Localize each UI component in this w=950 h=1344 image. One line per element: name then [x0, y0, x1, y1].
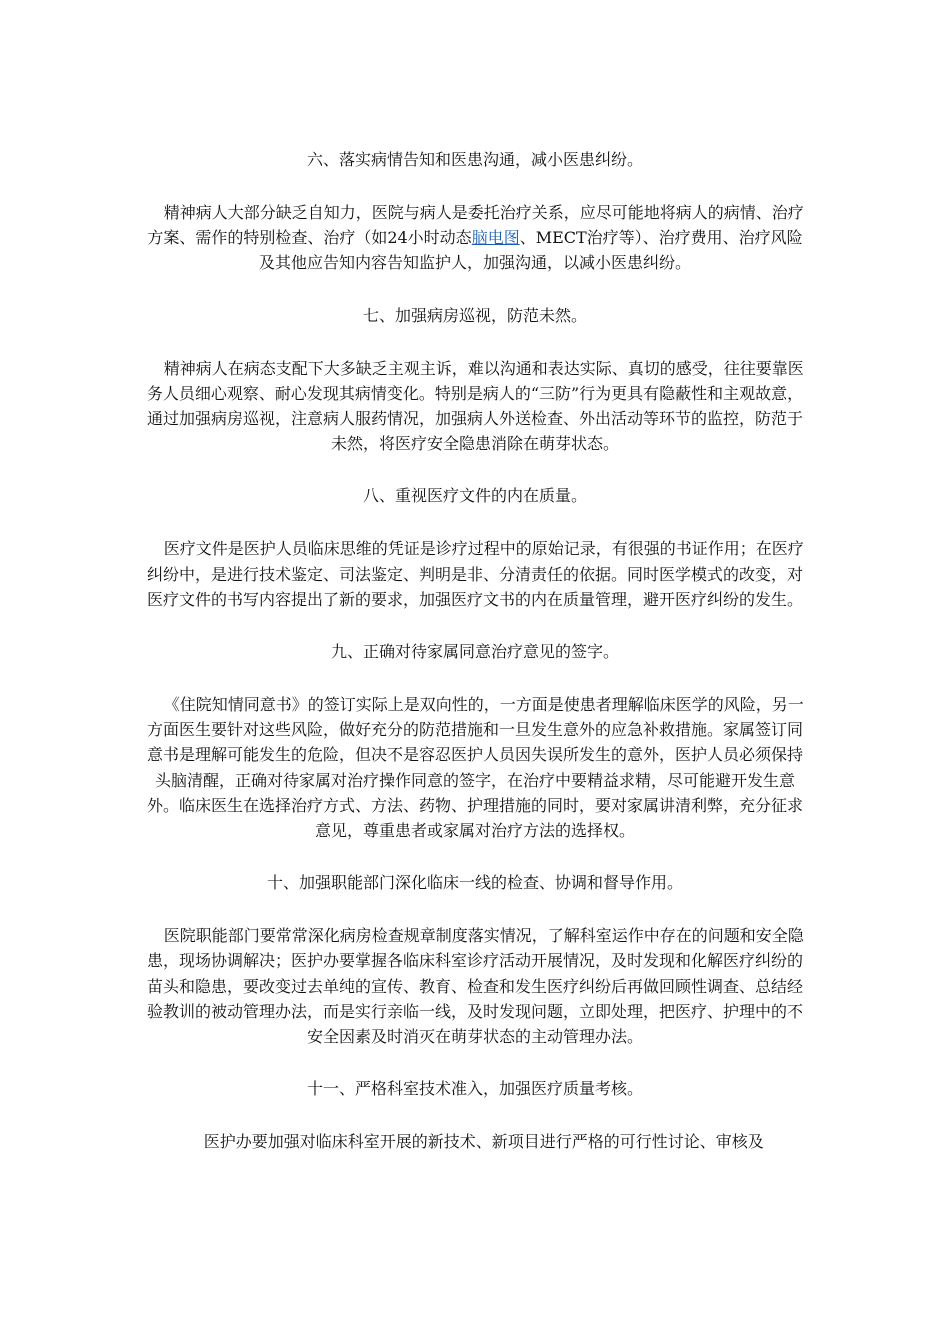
paragraph-text: 、MECT治疗等）、治疗费用、治疗风险及其他应告知内容告知监护人，加强沟通，以减小医患纠纷。	[258, 228, 803, 273]
document-body	[143, 147, 807, 1154]
section-paragraph-7: 精神病人在病态支配下大多缺乏主观主诉，难以沟通和表达实际、真切的感受，往往要靠医务人员细心观察、耐心发现其病情变化。特别是病人的“三防”行为更具有隐蔽性和主观故意，通过加强病房巡视，注意病人服药情况，加强病人外送检查、外出活动等环节的监控，防范于未然，将医疗安全隐患消除在萌芽状态。	[146, 358, 804, 454]
section-paragraph-8: 医疗文件是医护人员临床思维的凭证是诊疗过程中的原始记录，有很强的书证作用；在医疗纠纷中，是进行技术鉴定、司法鉴定、判明是非、分清责任的依据。同时医学模式的改变，对医疗文件的书写内容提出了新的要求，加强医疗文书的内在质量管理，避开医疗纠纷的发生。	[146, 539, 804, 609]
section-heading-11: 十一、严格科室技术准入，加强医疗质量考核。	[306, 1079, 643, 1099]
paragraph-text: 精神病人大部分缺乏自知力，医院与病人是委托治疗关系，应尽可能地将病人的病情、治疗方案、需作的特别检查、治疗（如24小时动态	[147, 203, 804, 248]
section-heading-7: 七、加强病房巡视，防范未然。	[362, 305, 587, 325]
section-heading-6: 六、落实病情告知和医患沟通，减小医患纠纷。	[306, 150, 643, 169]
section-paragraph-6	[143, 200, 807, 276]
section-heading-8: 八、重视医疗文件的内在质量。	[362, 486, 587, 506]
eeg-link[interactable]: 脑电图	[471, 228, 520, 248]
section-paragraph-10: 医院职能部门要常常深化病房检查规章制度落实情况，了解科室运作中存在的问题和安全隐患，现场协调解决；医护办要掌握各临床科室诊疗活动开展情况，及时发现和化解医疗纠纷的苗头和隐患，要改变过去单纯的宣传、教育、检查和发生医疗纠纷后再做回顾性调查、总结经验教训的被动管理办法，而是实行亲临一线，及时发现问题，立即处理，把医疗、护理中的不安全因素及时消灭在萌芽状态的主动管理办法。	[146, 926, 804, 1047]
section-paragraph-9: 《住院知情同意书》的签订实际上是双向性的，一方面是使患者理解临床医学的风险，另一方面医生要针对这些风险，做好充分的防范措施和一旦发生意外的应急补救措施。家属签订同意书是理解可能发生的危险，但决不是容忍医护人员因失误所发生的意外，医护人员必须保持头脑清醒，正确对待家属对治疗操作同意的签字，在治疗中要精益求精，尽可能避开发生意外。临床医生在选择治疗方式、方法、药物、护理措施的同时，要对家属讲清利弊，充分征求意见，尊重患者或家属对治疗方法的选择权。	[146, 695, 804, 841]
section-paragraph-11: 医护办要加强对临床科室开展的新技术、新项目进行严格的可行性讨论、审核及	[203, 1132, 764, 1152]
section-heading-9: 九、正确对待家属同意治疗意见的签字。	[330, 642, 619, 662]
section-heading-10: 十、加强职能部门深化临床一线的检查、协调和督导作用。	[266, 873, 683, 893]
